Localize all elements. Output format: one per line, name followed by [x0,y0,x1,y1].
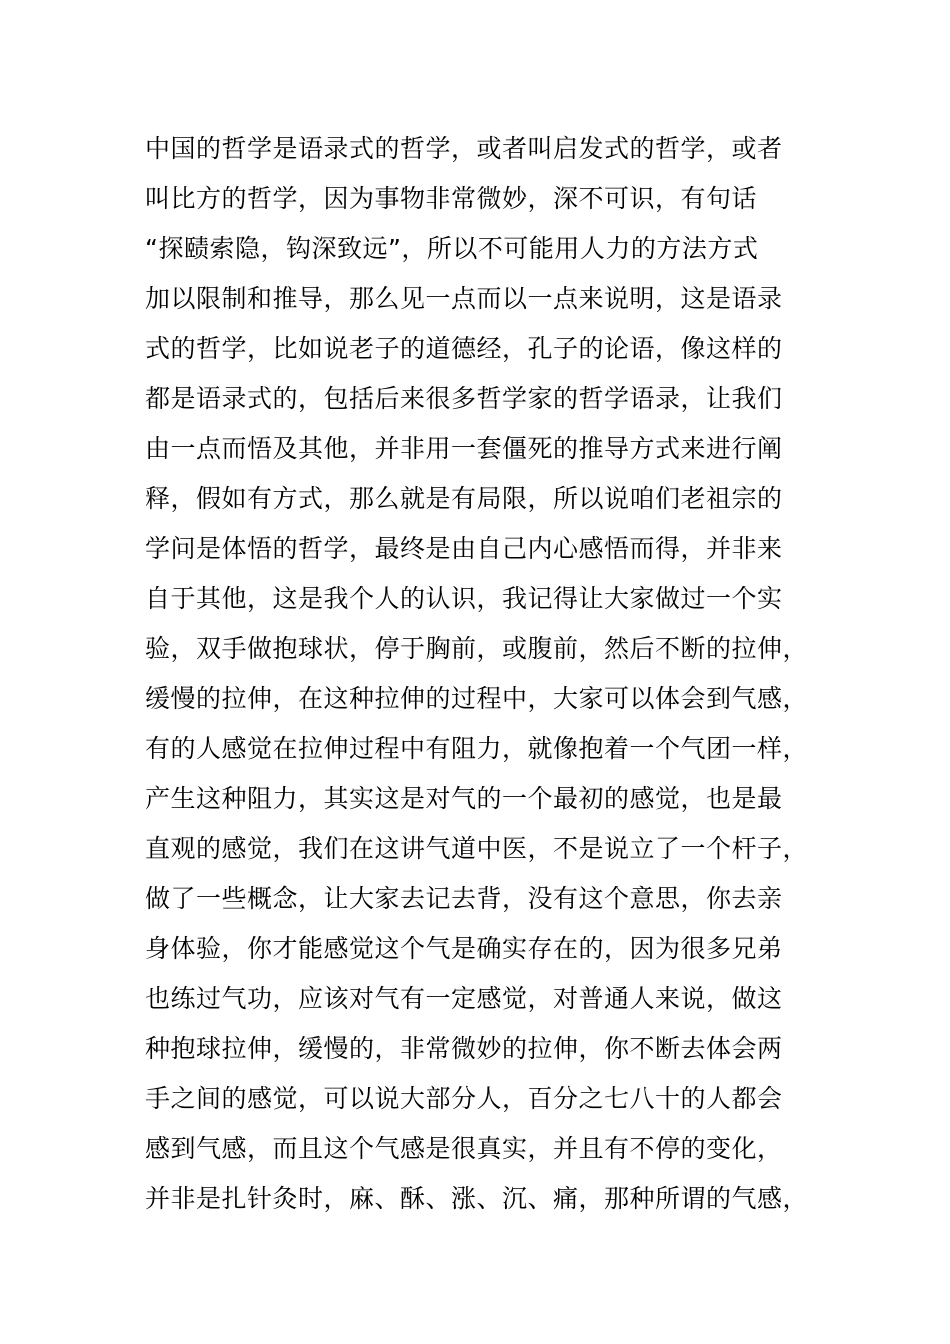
text-line-1: 中国的哲学是语录式的哲学，或者叫启发式的哲学，或者 [145,134,783,163]
text-line-16: 做了一些概念，让大家去记去背，没有这个意思，你去亲 [145,884,783,913]
text-line-4: 加以限制和推导，那么见一点而以一点来说明，这是语录 [145,284,783,313]
text-line-9: 学问是体悟的哲学，最终是由自己内心感悟而得，并非来 [145,534,783,563]
text-line-19: 种抱球拉伸，缓慢的，非常微妙的拉伸，你不断去体会两 [145,1034,783,1063]
text-line-22: 并非是扎针灸时，麻、酥、涨、沉、痛，那种所谓的气感， [145,1184,809,1213]
text-line-13: 有的人感觉在拉伸过程中有阻力，就像抱着一个气团一样， [145,734,809,763]
text-line-21: 感到气感，而且这个气感是很真实，并且有不停的变化， [145,1134,783,1163]
text-line-15: 直观的感觉，我们在这讲气道中医，不是说立了一个杆子， [145,834,809,863]
text-line-3: “探赜索隐，钩深致远”，所以不可能用人力的方法方式 [145,234,759,263]
text-line-18: 也练过气功，应该对气有一定感觉，对普通人来说，做这 [145,984,783,1013]
text-line-5: 式的哲学，比如说老子的道德经，孔子的论语，像这样的 [145,334,783,363]
text-line-12: 缓慢的拉伸，在这种拉伸的过程中，大家可以体会到气感， [145,684,809,713]
text-line-6: 都是语录式的，包括后来很多哲学家的哲学语录，让我们 [145,384,783,413]
text-line-20: 手之间的感觉，可以说大部分人，百分之七八十的人都会 [145,1084,783,1113]
text-line-17: 身体验，你才能感觉这个气是确实存在的，因为很多兄弟 [145,934,783,963]
text-line-10: 自于其他，这是我个人的认识，我记得让大家做过一个实 [145,584,783,613]
text-line-7: 由一点而悟及其他，并非用一套僵死的推导方式来进行阐 [145,434,783,463]
text-line-2: 叫比方的哲学，因为事物非常微妙，深不可识，有句话 [145,184,758,213]
text-line-14: 产生这种阻力，其实这是对气的一个最初的感觉，也是最 [145,784,783,813]
text-line-8: 释，假如有方式，那么就是有局限，所以说咱们老祖宗的 [145,484,783,513]
text-line-11: 验，双手做抱球状，停于胸前，或腹前，然后不断的拉伸， [145,634,809,663]
body-text [145,124,809,1224]
